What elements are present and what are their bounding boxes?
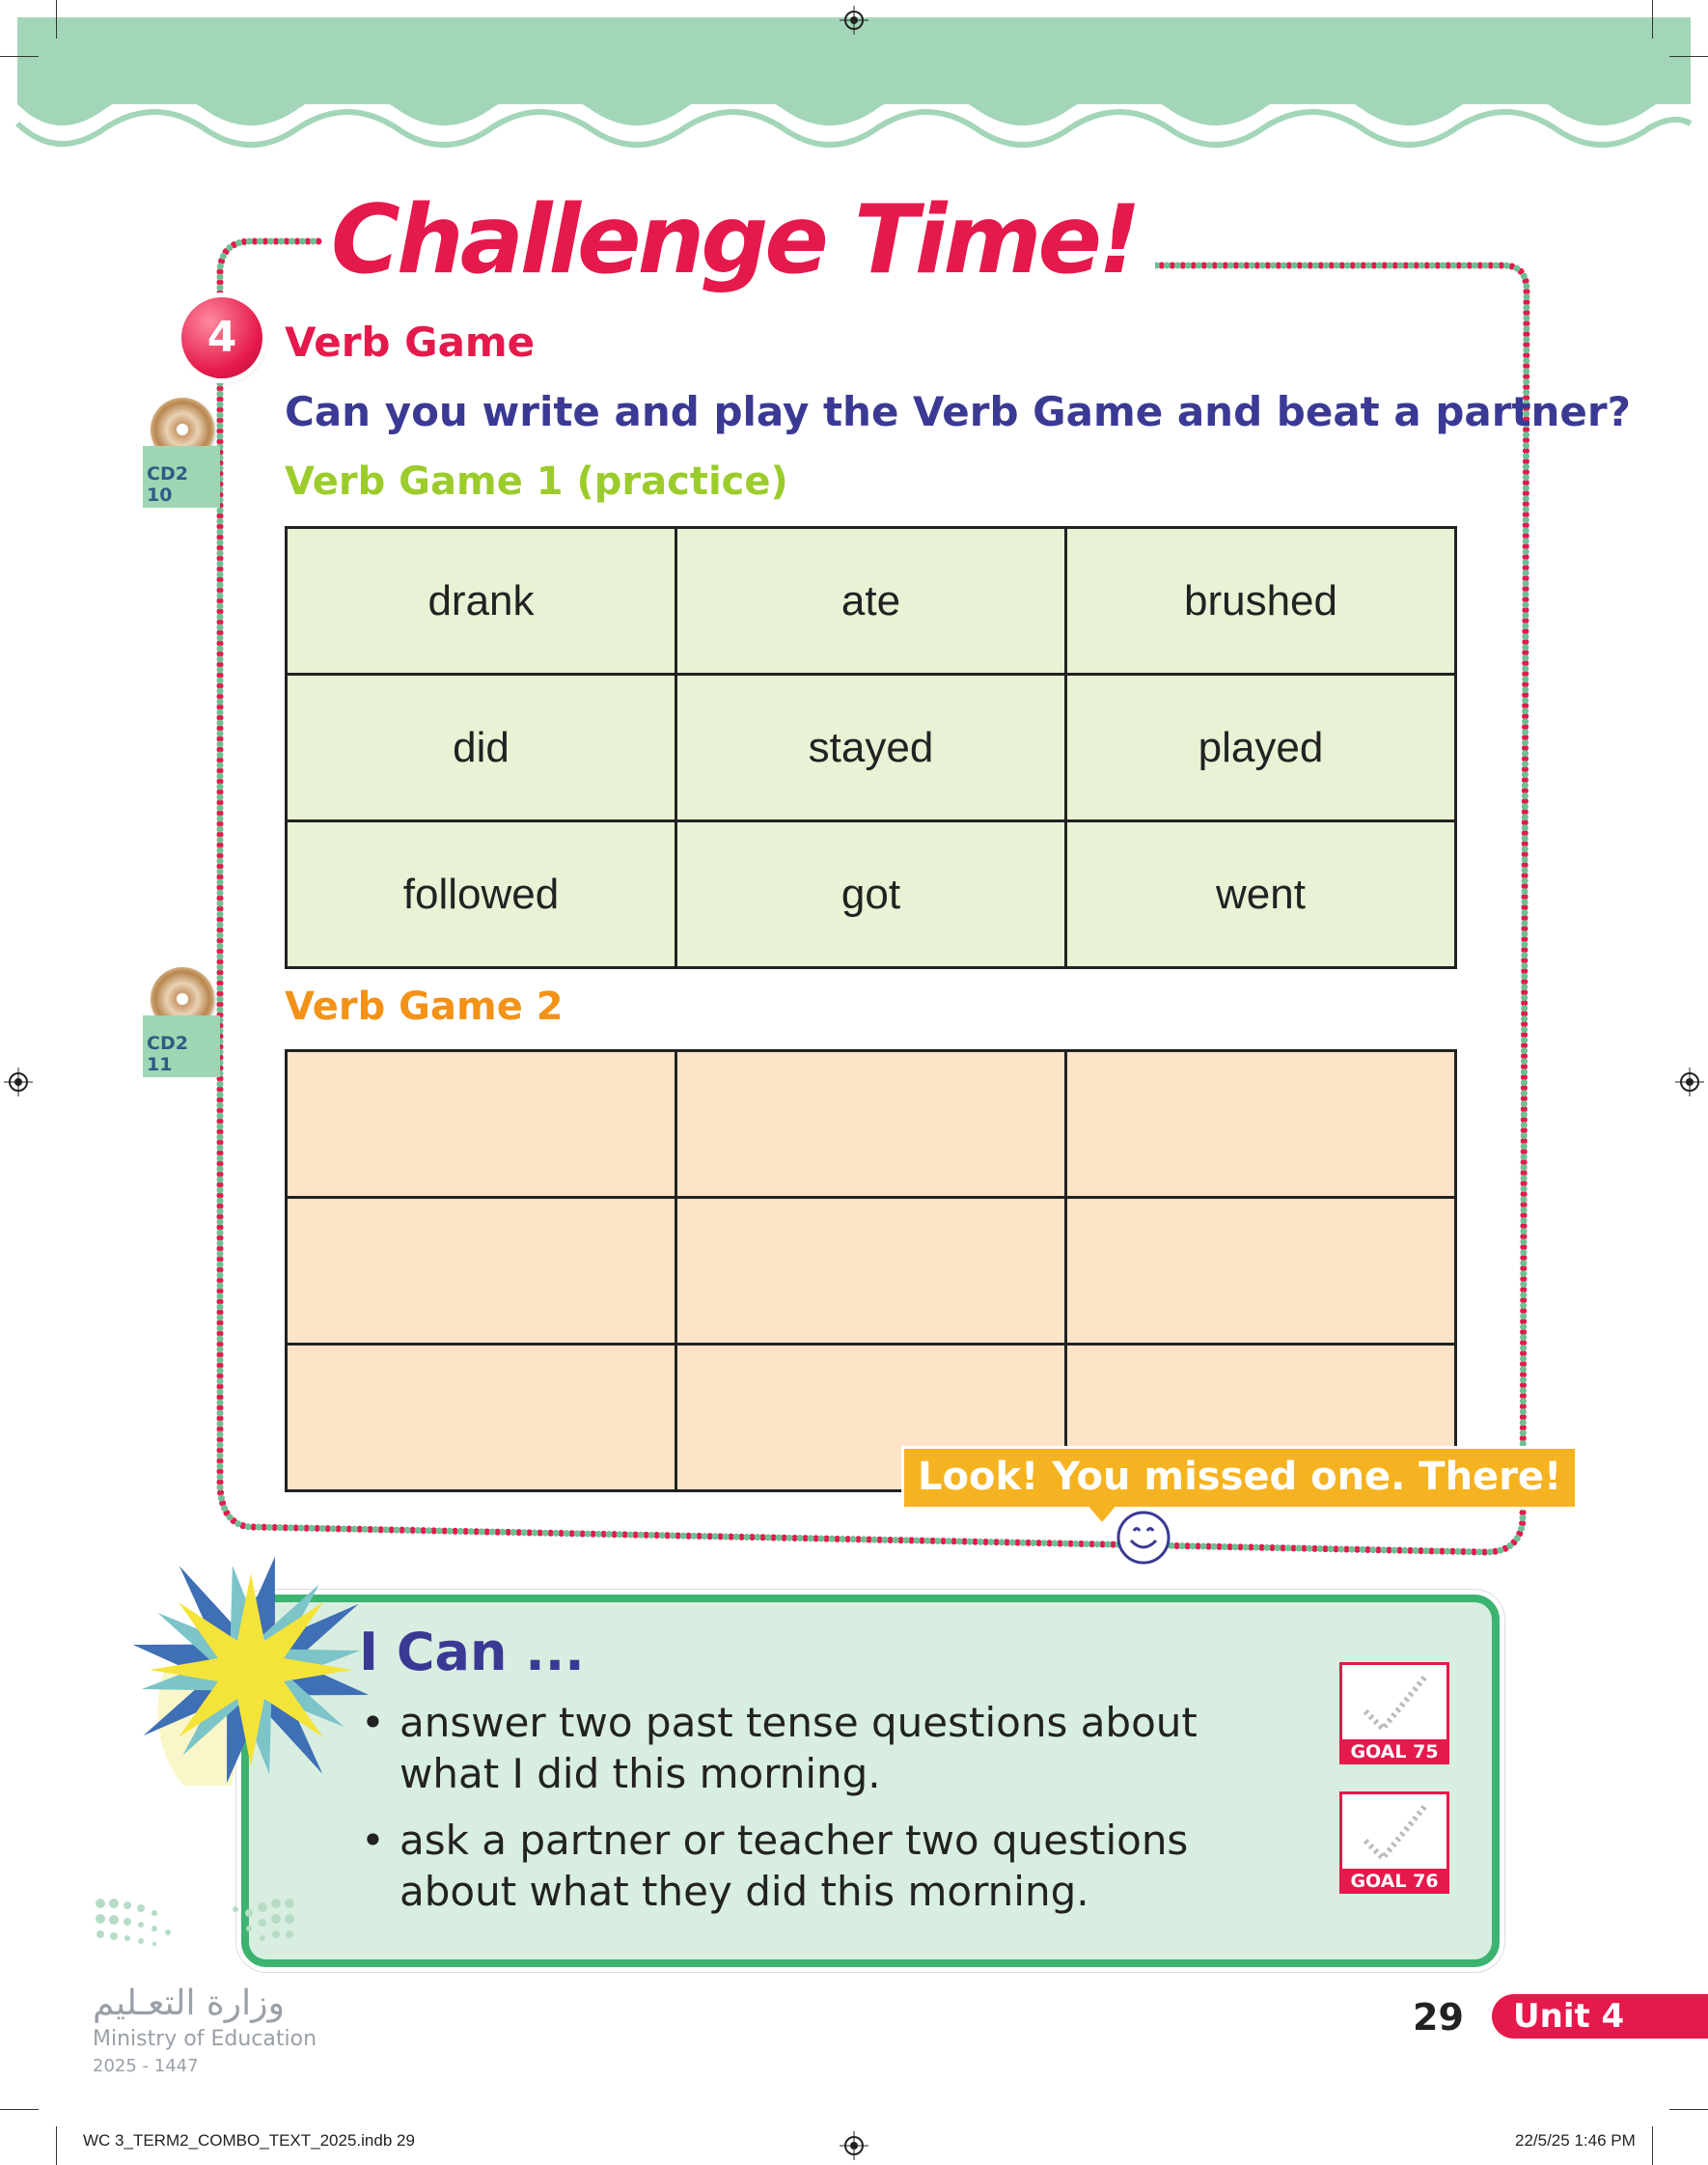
grid-row [287,1051,1456,1198]
i-can-item-text: ask a partner or teacher two questions about what they did this morning. [399,1817,1189,1915]
i-can-item-text: answer two past tense questions about what I did this morning. [399,1699,1198,1797]
game1-label: Verb Game 1 (practice) [285,459,788,504]
grid-row [287,821,1456,968]
crop-mark [1669,56,1708,57]
grid-cell: ate [676,528,1066,675]
audio-track-cd2-11[interactable] [143,967,220,1077]
crop-mark [56,0,57,39]
grid-cell: got [676,821,1066,968]
ministry-year: 2025 - 1447 [93,2056,199,2076]
grid-row [287,675,1456,821]
game2-label: Verb Game 2 [285,985,564,1029]
grid-cell: went [1066,821,1456,968]
crop-mark [0,2109,39,2110]
print-slug-file: WC 3_TERM2_COMBO_TEXT_2025.indb 29 [83,2131,415,2150]
crop-mark [1652,2126,1653,2165]
unit-tab: Unit 4 [1492,1994,1708,2039]
i-can-item [361,1815,1249,1917]
ministry-name-arabic: وزارة التعـليم [93,1984,285,2023]
i-can-item [361,1697,1249,1799]
grid-cell-blank[interactable] [676,1198,1066,1345]
registration-mark-icon [840,6,868,35]
goal-checkbox-75[interactable] [1339,1662,1449,1764]
grid-cell: stayed [676,675,1066,821]
page-title: Challenge Time! [323,193,1155,288]
checkmark-icon [1342,1794,1446,1872]
speech-bubble: Look! You missed one. There! [901,1446,1578,1510]
ministry-name-english: Ministry of Education [93,2027,317,2051]
audio-track-cd2-10[interactable] [143,398,220,508]
grid-row [287,528,1456,675]
bullet-icon: • [361,1817,385,1864]
crop-mark [1652,0,1653,39]
registration-mark-icon [4,1068,33,1096]
grid-cell-blank[interactable] [287,1345,676,1491]
grid-cell: played [1066,675,1456,821]
exercise-title: Verb Game [285,319,536,366]
star-burst-icon [125,1544,376,1795]
grid-cell-blank[interactable] [287,1051,676,1198]
grid-cell-blank[interactable] [1066,1051,1456,1198]
registration-mark-icon [1675,1068,1704,1096]
grid-cell: drank [287,528,676,675]
i-can-title: I Can ... [359,1622,585,1682]
grid-cell-blank[interactable] [287,1198,676,1345]
crop-mark [1669,2109,1708,2110]
goal-label: GOAL 75 [1339,1739,1449,1764]
ministry-logo-icon [93,1894,315,1971]
verb-game-1-grid [285,526,1457,969]
crop-mark [0,56,39,57]
grid-row [287,1198,1456,1345]
grid-cell-blank[interactable] [676,1051,1066,1198]
registration-mark-icon [840,2131,868,2160]
checkmark-icon [1342,1665,1446,1742]
verb-game-2-grid [285,1049,1457,1492]
exercise-number-badge: 4 [181,297,262,378]
audio-track-label: CD2 10 [143,446,220,508]
grid-cell: brushed [1066,528,1456,675]
print-slug-date: 22/5/25 1:46 PM [1515,2131,1636,2150]
crop-mark [56,2126,57,2165]
bullet-icon: • [361,1699,385,1746]
grid-cell: followed [287,821,676,968]
exercise-question: Can you write and play the Verb Game and beat a partner? [285,388,1631,435]
goal-checkbox-76[interactable] [1339,1791,1449,1894]
audio-track-label: CD2 11 [143,1015,220,1077]
grid-cell-blank[interactable] [1066,1198,1456,1345]
page-number: 29 [1413,1996,1464,2039]
grid-cell: did [287,675,676,821]
goal-label: GOAL 76 [1339,1869,1449,1894]
smiley-icon [1116,1510,1171,1566]
